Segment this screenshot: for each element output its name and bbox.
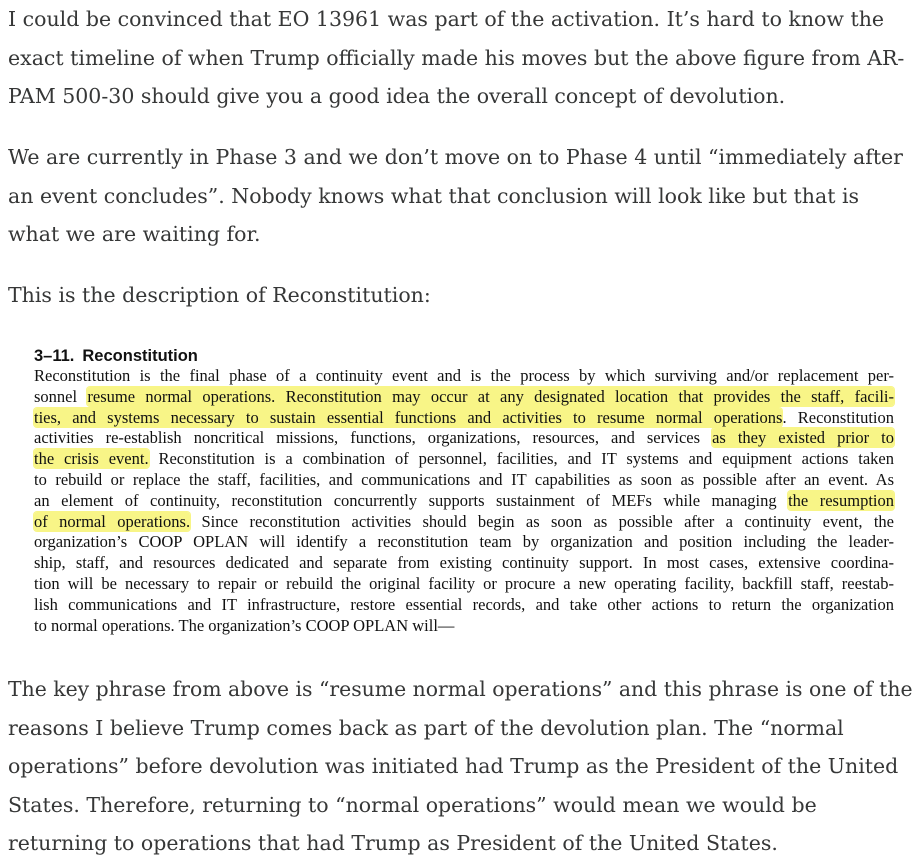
excerpt-line — [34, 574, 894, 595]
excerpt-text: . Reconstitution — [782, 407, 894, 427]
paragraph-line: an event concludes”. Nobody knows what that conclusion will look like but that is — [8, 183, 860, 208]
excerpt-line — [34, 616, 894, 637]
highlighted-text: ties, and systems necessary to sustain essential functions and activities to resume normal operations — [34, 407, 783, 427]
paragraph-key-phrase — [8, 670, 918, 863]
paragraph-line: reasons I believe Trump comes back as part of the devolution plan. The “normal — [8, 715, 844, 740]
excerpt-text: organization’s COOP OPLAN will identify a reconstitution team by organization and position including the leader- — [34, 532, 894, 552]
excerpt-line — [34, 408, 894, 429]
paragraph-line: operations” before devolution was initiated had Trump as the President of the United — [8, 754, 899, 778]
highlighted-text: of normal operations. — [34, 511, 191, 531]
paragraph-line: what we are waiting for. — [8, 222, 261, 246]
paragraph-line: The key phrase from above is “resume normal operations” and this phrase is one of the — [8, 677, 913, 701]
excerpt-text: Since reconstitution activities should begin as soon as possible after a continuity event, the — [190, 511, 894, 531]
excerpt-line — [34, 491, 894, 512]
excerpt-line — [34, 387, 894, 408]
paragraph-phase-3 — [8, 138, 918, 254]
paragraph-line: This is the description of Reconstitution: — [8, 283, 431, 307]
excerpt-line — [34, 595, 894, 616]
paragraph-eo-13961 — [8, 0, 918, 116]
excerpt-body — [34, 366, 894, 636]
excerpt-text: lish communications and IT infrastructure, restore essential records, and take other actions to return the organization — [34, 594, 894, 614]
excerpt-text: an element of continuity, reconstitution concurrently supports sustainment of MEFs while managing — [34, 490, 789, 510]
highlighted-text: the crisis event. — [34, 449, 149, 469]
excerpt-text: to rebuild or replace the staff, facilities, and communications and IT capabilities as soon as possible after an event. As — [34, 469, 894, 489]
paragraph-line: States. Therefore, returning to “normal operations” would mean we would be — [8, 792, 817, 817]
excerpt-text: tion will be necessary to repair or rebuild the original facility or procure a new operating facility, backfill staff, reestab- — [34, 573, 894, 593]
excerpt-text: activities re-establish noncritical missions, functions, organizations, resources, and services — [34, 428, 713, 448]
paragraph-line: We are currently in Phase 3 and we don’t move on to Phase 4 until “immediately after — [8, 145, 903, 169]
highlighted-text: the resumption — [788, 490, 894, 510]
excerpt-line — [34, 366, 894, 387]
highlighted-text: resume normal operations. Reconstitution may occur at any designated location that provides the staff, facili- — [87, 386, 894, 406]
excerpt-section-number: 3–11. — [34, 347, 75, 365]
excerpt-line — [34, 532, 894, 553]
excerpt-line — [34, 512, 894, 533]
paragraph-line: returning to operations that had Trump as President of the United States. — [8, 831, 778, 855]
excerpt-line — [34, 449, 894, 470]
document-excerpt-image — [34, 346, 894, 636]
excerpt-section-title: Reconstitution — [82, 347, 198, 365]
excerpt-text: Reconstitution is the final phase of a continuity event and is the process by which surviving and/or replacement per- — [34, 366, 894, 385]
excerpt-text: Reconstitution is a combination of personnel, facilities, and IT systems and equipment actions taken — [148, 449, 894, 469]
excerpt-text: sonnel — [34, 386, 88, 406]
highlighted-text: as they existed prior to — [712, 428, 895, 448]
paragraph-reconstitution-intro — [8, 276, 918, 315]
excerpt-line — [34, 470, 894, 491]
excerpt-section-heading — [34, 346, 894, 366]
excerpt-text: ship, staff, and resources dedicated and separate from existing continuity support. In most cases, extensive coordina- — [34, 553, 894, 573]
paragraph-line: I could be convinced that EO 13961 was part of the activation. It’s hard to know the — [8, 7, 885, 31]
paragraph-line: PAM 500-30 should give you a good idea the overall concept of devolution. — [8, 84, 786, 108]
excerpt-line — [34, 553, 894, 574]
excerpt-text: to normal operations. The organization’s COOP OPLAN will— — [34, 615, 455, 635]
paragraph-line: exact timeline of when Trump officially made his moves but the above figure from AR- — [8, 45, 905, 70]
excerpt-line — [34, 428, 894, 449]
